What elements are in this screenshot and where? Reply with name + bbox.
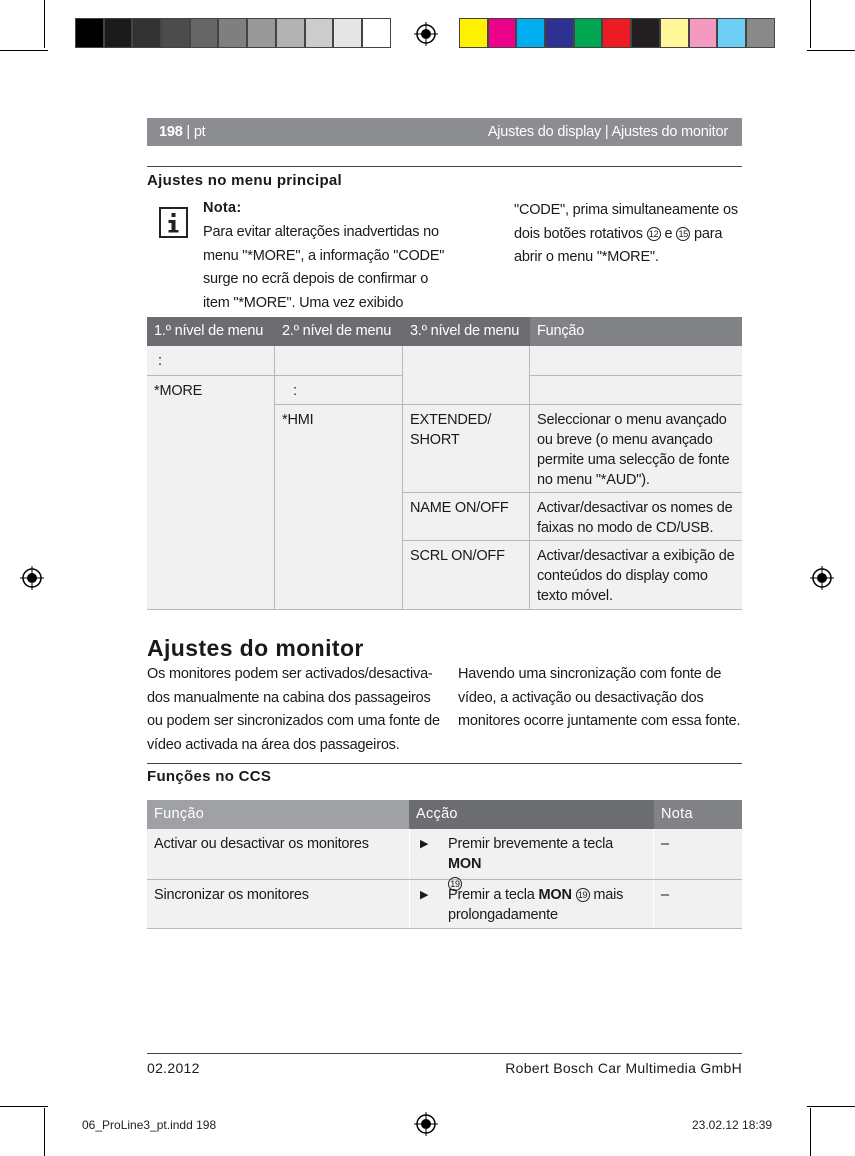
- button-number-badge: 15: [676, 227, 690, 241]
- color-swatch: [545, 18, 574, 48]
- registration-mark-icon: [20, 566, 44, 590]
- table-cell: Sincronizar os monitores: [154, 887, 309, 903]
- color-swatch: [362, 18, 391, 48]
- color-swatch: [459, 18, 488, 48]
- button-number-badge: 19: [448, 877, 462, 891]
- grayscale-bar: [75, 18, 391, 48]
- grid-line: [529, 375, 742, 376]
- color-swatch: [132, 18, 161, 48]
- section-title: Ajustes do monitor: [147, 635, 364, 661]
- page-header: [147, 118, 742, 146]
- divider: [147, 763, 742, 764]
- color-swatch: [104, 18, 133, 48]
- crop-mark: [807, 50, 855, 51]
- header-cell: Função: [147, 800, 409, 829]
- table-cell: NAME ON/OFF: [410, 500, 509, 516]
- table-cell: Activar ou desactivar os monitores: [154, 836, 369, 852]
- info-icon: [159, 207, 188, 238]
- slug-filename: 06_ProLine3_pt.indd 198: [82, 1118, 217, 1132]
- monitor-text-right: Havendo uma sincronização com fonte de vídeo, a activação ou desactivação dos monitores ocorre juntamente com essa fonte.: [458, 666, 741, 729]
- color-swatch: [75, 18, 104, 48]
- color-swatch: [602, 18, 631, 48]
- color-bar: [459, 18, 775, 48]
- table-cell: :: [158, 353, 162, 369]
- grid-line: [402, 346, 403, 609]
- color-swatch: [190, 18, 219, 48]
- table-cell: :: [293, 383, 297, 399]
- page-number: 198 | pt: [159, 124, 206, 140]
- header-section-title: Ajustes do display | Ajustes do monitor: [487, 124, 728, 140]
- header-cell: Nota: [654, 800, 742, 829]
- crop-mark: [44, 0, 45, 48]
- registration-mark-icon: [414, 22, 438, 46]
- table-cell: *HMI: [282, 412, 314, 428]
- color-swatch: [717, 18, 746, 48]
- crop-mark: [44, 1108, 45, 1156]
- arrow-right-icon: ▶: [420, 889, 429, 901]
- header-cell: 1.º nível de menu: [147, 317, 275, 346]
- table-cell: Activar/desactivar os nomes de faixas no modo de CD/USB.: [537, 500, 733, 536]
- note-text-left: Para evitar alterações inadvertidas no menu "*MORE", a informação "CODE" surge no ecrã depois de confirmar o item "*MORE". Uma vez exibido: [203, 224, 445, 311]
- crop-mark: [0, 50, 48, 51]
- color-swatch: [660, 18, 689, 48]
- registration-mark-icon: [810, 566, 834, 590]
- color-swatch: [746, 18, 775, 48]
- crop-mark: [810, 1108, 811, 1156]
- arrow-right-icon: ▶: [420, 838, 429, 850]
- menu-table-header: [147, 317, 742, 346]
- monitor-text-left: Os monitores podem ser activados/desactiva- dos manualmente na cabina dos passageiros ou podem ser sincronizados com uma fonte de vídeo activada na área dos passageiros.: [147, 666, 440, 753]
- footer-date: 02.2012: [147, 1060, 200, 1076]
- grid-line: [147, 375, 274, 376]
- note-text-right: "CODE", prima simultaneamente os dois botões rotativos 12 e 15 para abrir o menu "*MORE".: [514, 202, 738, 265]
- divider: [147, 166, 742, 167]
- section-heading: Ajustes no menu principal: [147, 172, 343, 189]
- registration-mark-icon: [414, 1112, 438, 1136]
- grid-line: [529, 346, 530, 609]
- crop-mark: [0, 1106, 48, 1107]
- header-cell: 2.º nível de menu: [275, 317, 403, 346]
- color-swatch: [161, 18, 190, 48]
- table-cell: Premir a tecla MON 19 mais prolongadamente: [448, 887, 624, 923]
- color-swatch: [276, 18, 305, 48]
- grid-line: [274, 346, 275, 609]
- grid-line: [274, 404, 742, 405]
- table-cell: SCRL ON/OFF: [410, 548, 505, 564]
- color-swatch: [689, 18, 718, 48]
- grid-line: [402, 492, 742, 493]
- button-number-badge: 12: [647, 227, 661, 241]
- color-swatch: [516, 18, 545, 48]
- divider: [147, 1053, 742, 1054]
- table-cell: *MORE: [154, 383, 203, 399]
- grid-line: [402, 540, 742, 541]
- table-cell: –: [661, 887, 669, 903]
- table-cell: Seleccionar o menu avançado ou breve (o menu avançado permite uma selecção de fonte no menu "*AUD").: [537, 412, 730, 488]
- grid-line: [274, 375, 402, 376]
- grid-line: [147, 609, 742, 610]
- table-cell: –: [661, 836, 669, 852]
- section-heading: Funções no CCS: [147, 768, 272, 785]
- color-swatch: [574, 18, 603, 48]
- slug-timestamp: 23.02.12 18:39: [692, 1118, 773, 1132]
- table-cell: EXTENDED/ SHORT: [410, 412, 492, 448]
- header-cell: 3.º nível de menu: [403, 317, 530, 346]
- button-number-badge: 19: [576, 888, 590, 902]
- header-cell: Acção: [409, 800, 654, 829]
- crop-mark: [810, 0, 811, 48]
- color-swatch: [488, 18, 517, 48]
- table-cell: Premir brevemente a tecla MON 19: [448, 836, 614, 889]
- note-title: Nota:: [203, 200, 242, 216]
- color-swatch: [305, 18, 334, 48]
- header-cell: Função: [530, 317, 742, 346]
- crop-mark: [807, 1106, 855, 1107]
- footer-company: Robert Bosch Car Multimedia GmbH: [505, 1060, 742, 1076]
- table-cell: Activar/desactivar a exibição de conteúdos do display como texto móvel.: [537, 548, 735, 604]
- color-swatch: [247, 18, 276, 48]
- color-swatch: [218, 18, 247, 48]
- color-swatch: [631, 18, 660, 48]
- color-swatch: [333, 18, 362, 48]
